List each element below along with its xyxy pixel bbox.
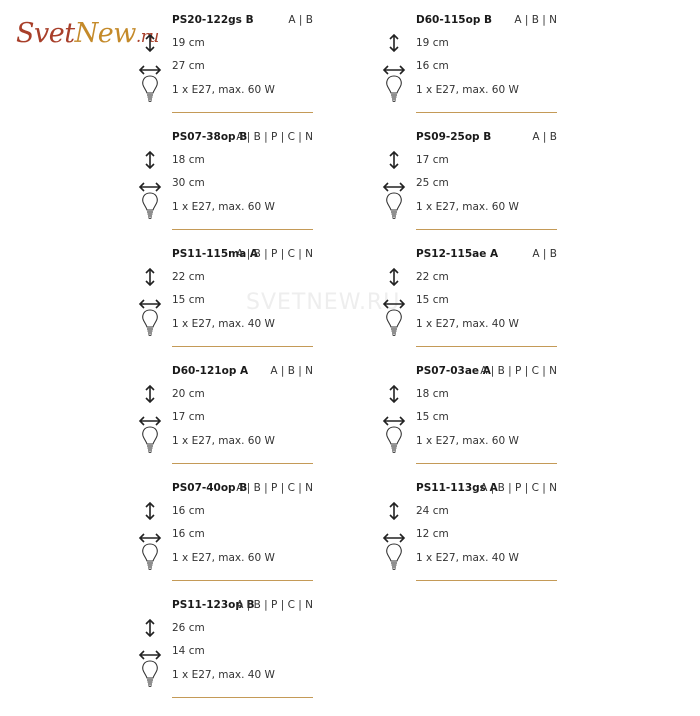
- height-value: 19 cm: [416, 37, 449, 49]
- height-value: 17 cm: [416, 154, 449, 166]
- light-bulb-icon: [138, 659, 162, 689]
- product-item: [382, 14, 557, 131]
- height-arrow-icon: [138, 150, 162, 170]
- product-item: [138, 365, 313, 482]
- light-bulb-icon: [138, 425, 162, 455]
- width-arrow-icon: [382, 178, 406, 190]
- product-code: PS12-115ae A: [416, 248, 499, 260]
- separator-line: [172, 697, 313, 698]
- width-value: 27 cm: [172, 60, 205, 72]
- logo-text-part1: Svet: [16, 18, 75, 49]
- logo-text-part3: .ru: [135, 27, 159, 47]
- product-item: [138, 482, 313, 599]
- width-value: 17 cm: [172, 411, 205, 423]
- lamp-spec: 1 x E27, max. 40 W: [416, 552, 519, 564]
- lamp-spec: 1 x E27, max. 60 W: [416, 435, 519, 447]
- height-arrow-icon: [382, 267, 406, 287]
- width-value: 12 cm: [416, 528, 449, 540]
- width-value: 16 cm: [416, 60, 449, 72]
- product-item: [138, 131, 313, 248]
- lamp-spec: 1 x E27, max. 60 W: [172, 201, 275, 213]
- separator-line: [416, 229, 557, 230]
- product-item: [135, 14, 313, 131]
- light-bulb-icon: [382, 542, 406, 572]
- product-code: PS11-115ma A: [172, 248, 258, 260]
- finish-options: A | B | P | C | N: [480, 365, 557, 377]
- width-arrow-icon: [382, 295, 406, 307]
- width-value: 15 cm: [172, 294, 205, 306]
- product-code: PS20-122gs B: [172, 14, 254, 26]
- finish-options: A | B | P | C | N: [236, 599, 313, 611]
- product-item: [138, 599, 313, 716]
- height-value: 18 cm: [172, 154, 205, 166]
- height-value: 18 cm: [416, 388, 449, 400]
- width-arrow-icon: [138, 178, 162, 190]
- width-arrow-icon: [382, 61, 406, 73]
- light-bulb-icon: [138, 74, 162, 104]
- width-arrow-icon: [138, 295, 162, 307]
- lamp-spec: 1 x E27, max. 60 W: [172, 435, 275, 447]
- height-value: 22 cm: [416, 271, 449, 283]
- product-header: [416, 365, 557, 379]
- lamp-spec: 1 x E27, max. 60 W: [172, 84, 275, 96]
- light-bulb-icon: [382, 74, 406, 104]
- separator-line: [416, 463, 557, 464]
- width-value: 14 cm: [172, 645, 205, 657]
- product-header: [172, 14, 313, 28]
- finish-options: A | B: [288, 14, 313, 26]
- product-header: [172, 131, 313, 145]
- width-value: 25 cm: [416, 177, 449, 189]
- light-bulb-icon: [138, 542, 162, 572]
- separator-line: [172, 346, 313, 347]
- finish-options: A | B | P | C | N: [236, 248, 313, 260]
- product-code: PS11-113gs A: [416, 482, 498, 494]
- light-bulb-icon: [382, 425, 406, 455]
- product-item: [138, 248, 313, 365]
- product-code: PS09-25op B: [416, 131, 492, 143]
- product-header: [416, 131, 557, 145]
- height-arrow-icon: [138, 33, 162, 53]
- height-value: 16 cm: [172, 505, 205, 517]
- separator-line: [416, 580, 557, 581]
- width-arrow-icon: [382, 529, 406, 541]
- product-item: [382, 248, 557, 365]
- height-arrow-icon: [138, 267, 162, 287]
- width-value: 15 cm: [416, 294, 449, 306]
- logo-text-part2: New: [74, 18, 136, 49]
- height-arrow-icon: [138, 384, 162, 404]
- separator-line: [172, 229, 313, 230]
- separator-line: [416, 112, 557, 113]
- product-code: D60-115op B: [416, 14, 492, 26]
- product-header: [416, 14, 557, 28]
- height-value: 24 cm: [416, 505, 449, 517]
- product-header: [172, 365, 313, 379]
- width-value: 16 cm: [172, 528, 205, 540]
- separator-line: [416, 346, 557, 347]
- light-bulb-icon: [138, 191, 162, 221]
- product-item: [382, 131, 557, 248]
- finish-options: A | B | P | C | N: [480, 482, 557, 494]
- light-bulb-icon: [138, 308, 162, 338]
- product-header: [172, 599, 313, 613]
- height-arrow-icon: [138, 618, 162, 638]
- separator-line: [172, 112, 313, 113]
- finish-options: A | B: [532, 131, 557, 143]
- light-bulb-icon: [382, 308, 406, 338]
- product-header: [416, 482, 557, 496]
- lamp-spec: 1 x E27, max. 40 W: [416, 318, 519, 330]
- height-value: 22 cm: [172, 271, 205, 283]
- height-arrow-icon: [382, 150, 406, 170]
- lamp-spec: 1 x E27, max. 60 W: [416, 84, 519, 96]
- product-header: [172, 482, 313, 496]
- finish-options: A | B: [532, 248, 557, 260]
- product-code: PS07-03ae A: [416, 365, 491, 377]
- product-header: [416, 248, 557, 262]
- width-arrow-icon: [138, 412, 162, 424]
- width-arrow-icon: [138, 529, 162, 541]
- product-code: D60-121op A: [172, 365, 249, 377]
- width-arrow-icon: [138, 646, 162, 658]
- finish-options: A | B | N: [270, 365, 313, 377]
- separator-line: [172, 463, 313, 464]
- finish-options: A | B | P | C | N: [236, 482, 313, 494]
- product-item: [382, 365, 557, 482]
- product-code: PS07-38op B: [172, 131, 248, 143]
- height-arrow-icon: [138, 501, 162, 521]
- width-value: 30 cm: [172, 177, 205, 189]
- height-value: 26 cm: [172, 622, 205, 634]
- lamp-spec: 1 x E27, max. 60 W: [172, 552, 275, 564]
- lamp-spec: 1 x E27, max. 40 W: [172, 669, 275, 681]
- height-arrow-icon: [382, 501, 406, 521]
- product-header: [172, 248, 313, 262]
- height-arrow-icon: [382, 384, 406, 404]
- width-arrow-icon: [138, 61, 162, 73]
- height-arrow-icon: [382, 33, 406, 53]
- product-code: PS07-40op B: [172, 482, 248, 494]
- product-code: PS11-123op B: [172, 599, 255, 611]
- light-bulb-icon: [382, 191, 406, 221]
- finish-options: A | B | N: [514, 14, 557, 26]
- finish-options: A | B | P | C | N: [236, 131, 313, 143]
- separator-line: [172, 580, 313, 581]
- width-arrow-icon: [382, 412, 406, 424]
- height-value: 20 cm: [172, 388, 205, 400]
- lamp-spec: 1 x E27, max. 40 W: [172, 318, 275, 330]
- width-value: 15 cm: [416, 411, 449, 423]
- lamp-spec: 1 x E27, max. 60 W: [416, 201, 519, 213]
- watermark: SVETNEW.RU: [246, 290, 401, 315]
- height-value: 19 cm: [172, 37, 205, 49]
- product-item: [382, 482, 557, 599]
